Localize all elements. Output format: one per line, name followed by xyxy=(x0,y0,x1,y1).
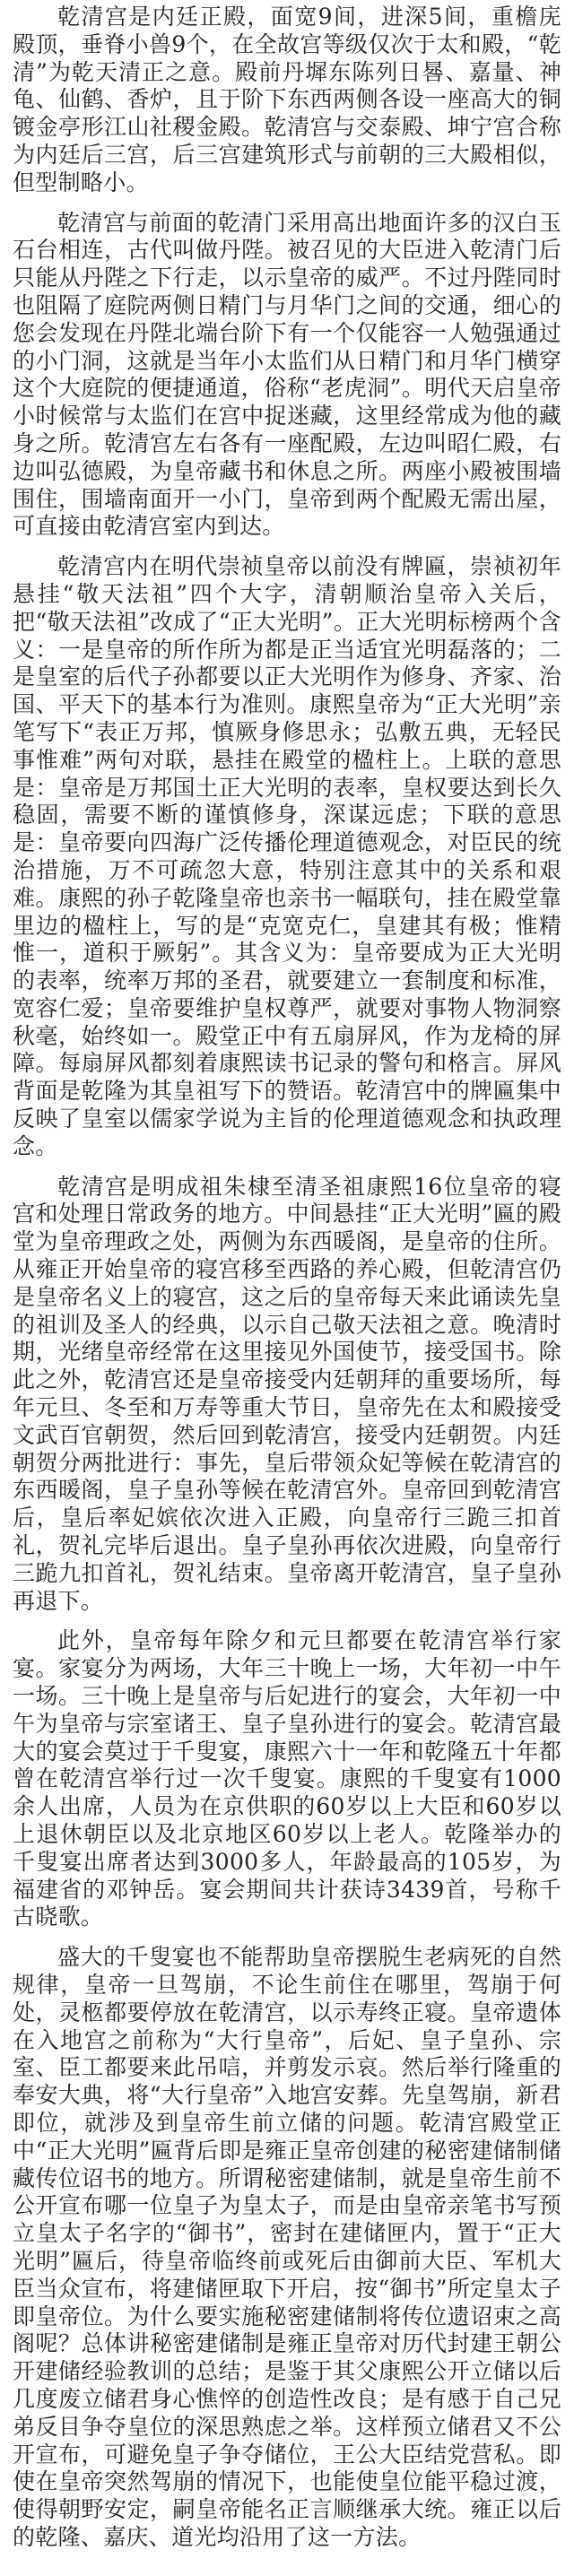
paragraph-danbi-and-side-halls: 乾清宫与前面的乾清门采用高出地面许多的汉白玉石台相连，古代叫做丹陛。被召见的大臣进入乾清门后只能从丹陛之下行走，以示皇帝的威严。不过丹陛同时也阻隔了庭院两侧日精门与月华门之间的交通，细心的您会发现在丹陛北端台阶下有一个仅能容一人勉强通过的小门洞，这就是当年小太监们从日精门和月华门横穿这个大庭院的便捷通道，俗称“老虎洞”。明代天启皇帝小时候常与太监们在宫中捉迷藏，这里经常成为他的藏身之所。乾清宫左右各有一座配殿，左边叫昭仁殿，右边叫弘德殿，为皇帝藏书和休息之所。两座小殿被围墙围住，围墙南面开一小门，皇帝到两个配殿无需出屋，可直接由乾清宫室内到达。 xyxy=(13,209,561,540)
paragraph-family-banquets: 此外，皇帝每年除夕和元旦都要在乾清宫举行家宴。家宴分为两场，大年三十晚上一场，大年初一中午一场。三十晚上是皇帝与后妃进行的宴会，大年初一中午为皇帝与宗室诸王、皇子皇孙进行的宴会。乾清宫最大的宴会莫过于千叟宴，康熙六十一年和乾隆五十年都曾在乾清宫举行过一次千叟宴。康熙的千叟宴有1000余人出席，人员为在京供职的60岁以上大臣和60岁以上退休朝臣以及北京地区60岁以上老人。乾隆举办的千叟宴出席者达到3000多人，年龄最高的105岁，为福建省的邓钟岳。宴会期间共计获诗3439首，号称千古晓歌。 xyxy=(13,1627,561,1930)
paragraph-plaque-and-couplets: 乾清宫内在明代崇祯皇帝以前没有牌匾，崇祯初年悬挂“敬天法祖”四个大字，清朝顺治皇帝入关后，把“敬天法祖”改成了“正大光明”。正大光明标榜两个含义：一是皇帝的所作所为都是正当适宜光明磊落的；二是皇室的后代子孙都要以正大光明作为修身、齐家、治国、平天下的基本行为准则。康熙皇帝为“正大光明”亲笔写下“表正万邦，慎厥身修思永；弘敷五典，无轻民事惟难”两句对联，悬挂在殿堂的楹柱上。上联的意思是：皇帝是万邦国土正大光明的表率，皇权要达到长久稳固，需要不断的谨慎修身，深谋远虑；下联的意思是：皇帝要向四海广泛传播伦理道德观念，对臣民的统治措施，万不可疏忽大意，特别注意其中的关系和艰难。康熙的孙子乾隆皇帝也亲书一幅联句，挂在殿堂靠里边的楹柱上，写的是“克宽克仁，皇建其有极；惟精惟一，道积于厥躬”。其含义为：皇帝要成为正大光明的表率，统率万邦的圣君，就要建立一套制度和标准，宽容仁爱；皇帝要维护皇权尊严，就要对事物人物洞察秋毫，始终如一。殿堂正中有五扇屏风，作为龙椅的屏障。每扇屏风都刻着康熙读书记录的警句和格言。屏风背面是乾隆为其皇祖写下的赞语。乾清宫中的牌匾集中反映了皇室以儒家学说为主旨的伦理道德观念和执政理念。 xyxy=(13,553,561,1159)
paragraph-residence-and-ceremonies: 乾清宫是明成祖朱棣至清圣祖康熙16位皇帝的寝宫和处理日常政务的地方。中间悬挂“正大光明”匾的殿堂为皇帝理政之处，两侧为东西暖阁，是皇帝的住所。从雍正开始皇帝的寝宫移至西路的养心殿，但乾清宫仍是皇帝名义上的寝宫，这之后的皇帝每天来此诵读先皇的祖训及圣人的经典，以示自己敬天法祖之意。晚清时期，光绪皇帝经常在这里接见外国使节，接受国书。除此之外，乾清宫还是皇帝接受内廷朝拜的重要场所，每年元旦、冬至和万寿等重大节日，皇帝先在太和殿接受文武百官朝贺，然后回到乾清宫，接受内廷朝贺。内廷朝贺分两批进行：事先，皇后带领众妃等候在乾清宫的东西暖阁，皇子皇孙等候在乾清宫外。皇帝回到乾清宫后，皇后率妃嫔依次进入正殿，向皇帝行三跪三扣首礼，贺礼完毕后退出。皇子皇孙再依次进殿，向皇帝行三跪九扣首礼，贺礼结束。皇帝离开乾清宫，皇子皇孙再退下。 xyxy=(13,1173,561,1614)
paragraph-hall-overview: 乾清宫是内廷正殿，面宽9间，进深5间，重檐庑殿顶，垂脊小兽9个，在全故宫等级仅次于太和殿，“乾清”为乾天清正之意。殿前丹墀东陈列日晷、嘉量、神龟、仙鹤、香炉，且于阶下东西两侧各设一座高大的铜镀金亭形江山社稷金殿。乾清宫与交泰殿、坤宁宫合称为内廷后三宫，后三宫建筑形式与前朝的三大殿相似，但型制略小。 xyxy=(13,4,561,195)
paragraph-secret-succession: 盛大的千叟宴也不能帮助皇帝摆脱生老病死的自然规律，皇帝一旦驾崩，不论生前住在哪里，驾崩于何处，灵柩都要停放在乾清宫，以示寿终正寝。皇帝遗体在入地宫之前称为“大行皇帝”，后妃、皇子皇孙、宗室、臣工都要来此吊唁，并剪发示哀。然后举行隆重的奉安大典，将“大行皇帝”入地宫安葬。先皇驾崩，新君即位，就涉及到皇帝生前立储的问题。乾清宫殿堂正中“正大光明”匾背后即是雍正皇帝创建的秘密建储制储藏传位诏书的地方。所谓秘密建储制，就是皇帝生前不公开宣布哪一位皇子为皇太子，而是由皇帝亲笔书写预立皇太子名字的“御书”，密封在建储匣内，置于“正大光明”匾后，待皇帝临终前或死后由御前大臣、军机大臣当众宣布，将建储匣取下开启，按“御书”所定皇太子即皇帝位。为什么要实施秘密建储制将传位遗诏束之高阁呢？总体讲秘密建储制是雍正皇帝对历代封建王朝公开建储经验教训的总结；是鉴于其父康熙公开立储以后几度废立储君身心憔悴的创造性改良；是有感于自己兄弟反目争夺皇位的深思熟虑之举。这样预立储君又不公开宣布，可避免皇子争夺储位，王公大臣结党营私。即使在皇帝突然驾崩的情况下，也能使皇位能平稳过渡，使得朝野安定，嗣皇帝能名正言顺继承大统。雍正以后的乾隆、嘉庆、道光均沿用了这一方法。 xyxy=(13,1944,561,2550)
